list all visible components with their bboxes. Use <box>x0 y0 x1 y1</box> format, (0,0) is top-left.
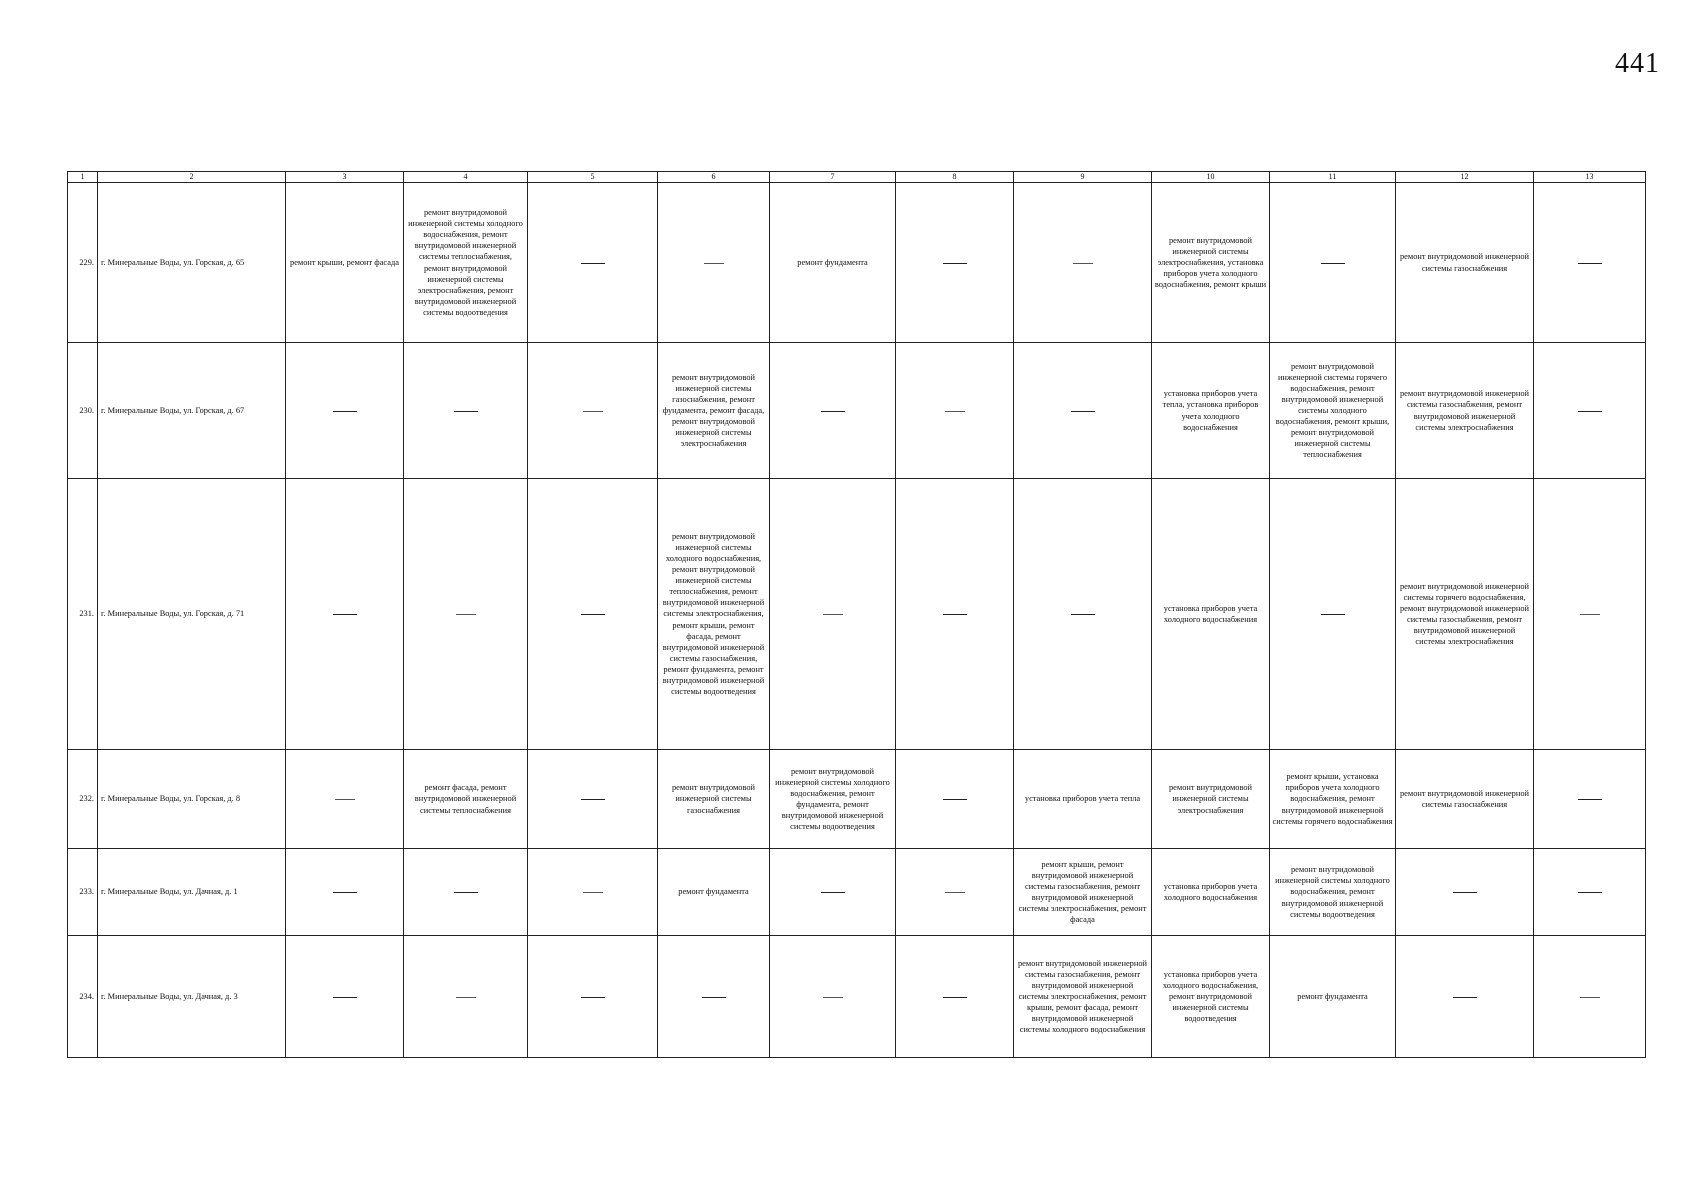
empty-cell <box>1534 849 1646 936</box>
dash-mark <box>1073 263 1093 264</box>
dash-mark <box>1071 614 1095 615</box>
address-cell: г. Минеральные Воды, ул. Горская, д. 71 <box>98 479 286 750</box>
row-number: 233. <box>68 849 98 936</box>
repair-schedule-table <box>67 171 1646 1058</box>
empty-cell <box>1534 343 1646 479</box>
work-cell: ремонт внутридомовой инженерной системы газоснабжения, ремонт внутридомовой инженерной системы электроснабжения <box>1396 343 1534 479</box>
dash-mark <box>1453 892 1477 893</box>
empty-cell <box>528 849 658 936</box>
table-row <box>68 343 1646 479</box>
dash-mark <box>333 892 357 893</box>
dash-mark <box>943 614 967 615</box>
row-number: 231. <box>68 479 98 750</box>
dash-mark <box>1321 614 1345 615</box>
dash-mark <box>823 997 843 998</box>
dash-mark <box>335 799 355 800</box>
dash-mark <box>823 614 843 615</box>
empty-cell <box>1534 936 1646 1058</box>
page-number: 441 <box>1615 48 1660 79</box>
empty-cell <box>286 479 404 750</box>
empty-cell <box>528 936 658 1058</box>
dash-mark <box>583 892 603 893</box>
empty-cell <box>658 183 770 343</box>
table-row <box>68 750 1646 849</box>
empty-cell <box>770 479 896 750</box>
empty-cell <box>1014 343 1152 479</box>
table-row <box>68 183 1646 343</box>
empty-cell <box>896 183 1014 343</box>
column-number: 10 <box>1152 172 1270 183</box>
dash-mark <box>821 411 845 412</box>
empty-cell <box>528 183 658 343</box>
row-number: 230. <box>68 343 98 479</box>
dash-mark <box>333 997 357 998</box>
empty-cell <box>896 750 1014 849</box>
empty-cell <box>1534 479 1646 750</box>
work-cell: ремонт внутридомовой инженерной системы холодного водоснабжения, ремонт внутридомовой инженерной системы теплоснабжения, ремонт внутридомовой инженерной системы электроснабжения, ремонт крыши, ремонт фасада, ремонт внутридомовой инженерной системы газоснабжения, ремонт фундамента, ремонт внутридомовой инженерной системы водоотведения <box>658 479 770 750</box>
empty-cell <box>770 936 896 1058</box>
empty-cell <box>1396 936 1534 1058</box>
dash-mark <box>454 411 478 412</box>
empty-cell <box>1534 183 1646 343</box>
dash-mark <box>1578 892 1602 893</box>
work-cell: ремонт крыши, установка приборов учета холодного водоснабжения, ремонт внутридомовой инженерной системы горячего водоснабжения <box>1270 750 1396 849</box>
column-number: 4 <box>404 172 528 183</box>
work-cell: установка приборов учета тепла, установка приборов учета холодного водоснабжения <box>1152 343 1270 479</box>
empty-cell <box>404 343 528 479</box>
column-numbers-row <box>68 172 1646 183</box>
empty-cell <box>658 936 770 1058</box>
empty-cell <box>1396 849 1534 936</box>
dash-mark <box>1453 997 1477 998</box>
empty-cell <box>1014 479 1152 750</box>
empty-cell <box>286 343 404 479</box>
empty-cell <box>404 849 528 936</box>
dash-mark <box>945 411 965 412</box>
empty-cell <box>1270 479 1396 750</box>
column-number: 11 <box>1270 172 1396 183</box>
work-cell: ремонт крыши, ремонт внутридомовой инженерной системы газоснабжения, ремонт внутридомовой инженерной системы электроснабжения, ремонт фасада <box>1014 849 1152 936</box>
empty-cell <box>770 343 896 479</box>
work-cell: ремонт внутридомовой инженерной системы газоснабжения, ремонт внутридомовой инженерной системы электроснабжения, ремонт крыши, ремонт фасада, ремонт внутридомовой инженерной системы холодного водоснабжения <box>1014 936 1152 1058</box>
dash-mark <box>943 263 967 264</box>
table-row <box>68 479 1646 750</box>
dash-mark <box>943 997 967 998</box>
dash-mark <box>454 892 478 893</box>
work-cell: ремонт внутридомовой инженерной системы холодного водоснабжения, ремонт фундамента, ремонт внутридомовой инженерной системы водоотведения <box>770 750 896 849</box>
column-number: 5 <box>528 172 658 183</box>
column-number: 7 <box>770 172 896 183</box>
column-number: 9 <box>1014 172 1152 183</box>
column-number: 6 <box>658 172 770 183</box>
empty-cell <box>896 343 1014 479</box>
work-cell: ремонт фундамента <box>658 849 770 936</box>
work-cell: ремонт внутридомовой инженерной системы газоснабжения <box>658 750 770 849</box>
column-number: 1 <box>68 172 98 183</box>
empty-cell <box>404 479 528 750</box>
work-cell: ремонт внутридомовой инженерной системы газоснабжения, ремонт фундамента, ремонт фасада, ремонт внутридомовой инженерной системы электроснабжения <box>658 343 770 479</box>
dash-mark <box>821 892 845 893</box>
work-cell: установка приборов учета холодного водоснабжения <box>1152 479 1270 750</box>
dash-mark <box>1578 799 1602 800</box>
work-cell: ремонт внутридомовой инженерной системы горячего водоснабжения, ремонт внутридомовой инженерной системы газоснабжения, ремонт внутридомовой инженерной системы электроснабжения <box>1396 479 1534 750</box>
dash-mark <box>333 411 357 412</box>
empty-cell <box>770 849 896 936</box>
dash-mark <box>581 614 605 615</box>
dash-mark <box>581 997 605 998</box>
work-cell: ремонт внутридомовой инженерной системы электроснабжения <box>1152 750 1270 849</box>
empty-cell <box>404 936 528 1058</box>
work-cell: ремонт внутридомовой инженерной системы газоснабжения <box>1396 183 1534 343</box>
work-cell: установка приборов учета холодного водоснабжения <box>1152 849 1270 936</box>
empty-cell <box>896 479 1014 750</box>
work-cell: установка приборов учета холодного водоснабжения, ремонт внутридомовой инженерной системы водоотведения <box>1152 936 1270 1058</box>
address-cell: г. Минеральные Воды, ул. Горская, д. 65 <box>98 183 286 343</box>
work-cell: ремонт внутридомовой инженерной системы холодного водоснабжения, ремонт внутридомовой инженерной системы теплоснабжения, ремонт внутридомовой инженерной системы электроснабжения, ремонт внутридомовой инженерной системы водоотведения <box>404 183 528 343</box>
work-cell: ремонт фасада, ремонт внутридомовой инженерной системы теплоснабжения <box>404 750 528 849</box>
dash-mark <box>945 892 965 893</box>
dash-mark <box>1578 263 1602 264</box>
work-cell: ремонт внутридомовой инженерной системы холодного водоснабжения, ремонт внутридомовой инженерной системы водоотведения <box>1270 849 1396 936</box>
work-cell: ремонт внутридомовой инженерной системы электроснабжения, установка приборов учета холодного водоснабжения, ремонт крыши <box>1152 183 1270 343</box>
dash-mark <box>943 799 967 800</box>
dash-mark <box>583 411 603 412</box>
column-number: 8 <box>896 172 1014 183</box>
dash-mark <box>1578 411 1602 412</box>
empty-cell <box>1270 183 1396 343</box>
address-cell: г. Минеральные Воды, ул. Дачная, д. 1 <box>98 849 286 936</box>
column-number: 2 <box>98 172 286 183</box>
work-cell: ремонт фундамента <box>770 183 896 343</box>
column-number: 12 <box>1396 172 1534 183</box>
dash-mark <box>1321 263 1345 264</box>
dash-mark <box>581 799 605 800</box>
empty-cell <box>896 936 1014 1058</box>
empty-cell <box>528 343 658 479</box>
row-number: 232. <box>68 750 98 849</box>
dash-mark <box>456 997 476 998</box>
address-cell: г. Минеральные Воды, ул. Горская, д. 8 <box>98 750 286 849</box>
dash-mark <box>1071 411 1095 412</box>
table-body <box>68 183 1646 1058</box>
empty-cell <box>286 849 404 936</box>
work-cell: ремонт фундамента <box>1270 936 1396 1058</box>
empty-cell <box>1014 183 1152 343</box>
dash-mark <box>456 614 476 615</box>
work-cell: ремонт внутридомовой инженерной системы горячего водоснабжения, ремонт внутридомовой инженерной системы холодного водоснабжения, ремонт крыши, ремонт внутридомовой инженерной системы теплоснабжения <box>1270 343 1396 479</box>
empty-cell <box>286 936 404 1058</box>
dash-mark <box>333 614 357 615</box>
empty-cell <box>528 750 658 849</box>
dash-mark <box>702 997 726 998</box>
row-number: 229. <box>68 183 98 343</box>
empty-cell <box>1534 750 1646 849</box>
dash-mark <box>1580 997 1600 998</box>
table-row <box>68 936 1646 1058</box>
dash-mark <box>581 263 605 264</box>
dash-mark <box>1580 614 1600 615</box>
empty-cell <box>528 479 658 750</box>
empty-cell <box>896 849 1014 936</box>
work-cell: установка приборов учета тепла <box>1014 750 1152 849</box>
column-number: 3 <box>286 172 404 183</box>
empty-cell <box>286 750 404 849</box>
work-cell: ремонт крыши, ремонт фасада <box>286 183 404 343</box>
address-cell: г. Минеральные Воды, ул. Горская, д. 67 <box>98 343 286 479</box>
table-row <box>68 849 1646 936</box>
dash-mark <box>704 263 724 264</box>
address-cell: г. Минеральные Воды, ул. Дачная, д. 3 <box>98 936 286 1058</box>
row-number: 234. <box>68 936 98 1058</box>
column-number: 13 <box>1534 172 1646 183</box>
work-cell: ремонт внутридомовой инженерной системы газоснабжения <box>1396 750 1534 849</box>
